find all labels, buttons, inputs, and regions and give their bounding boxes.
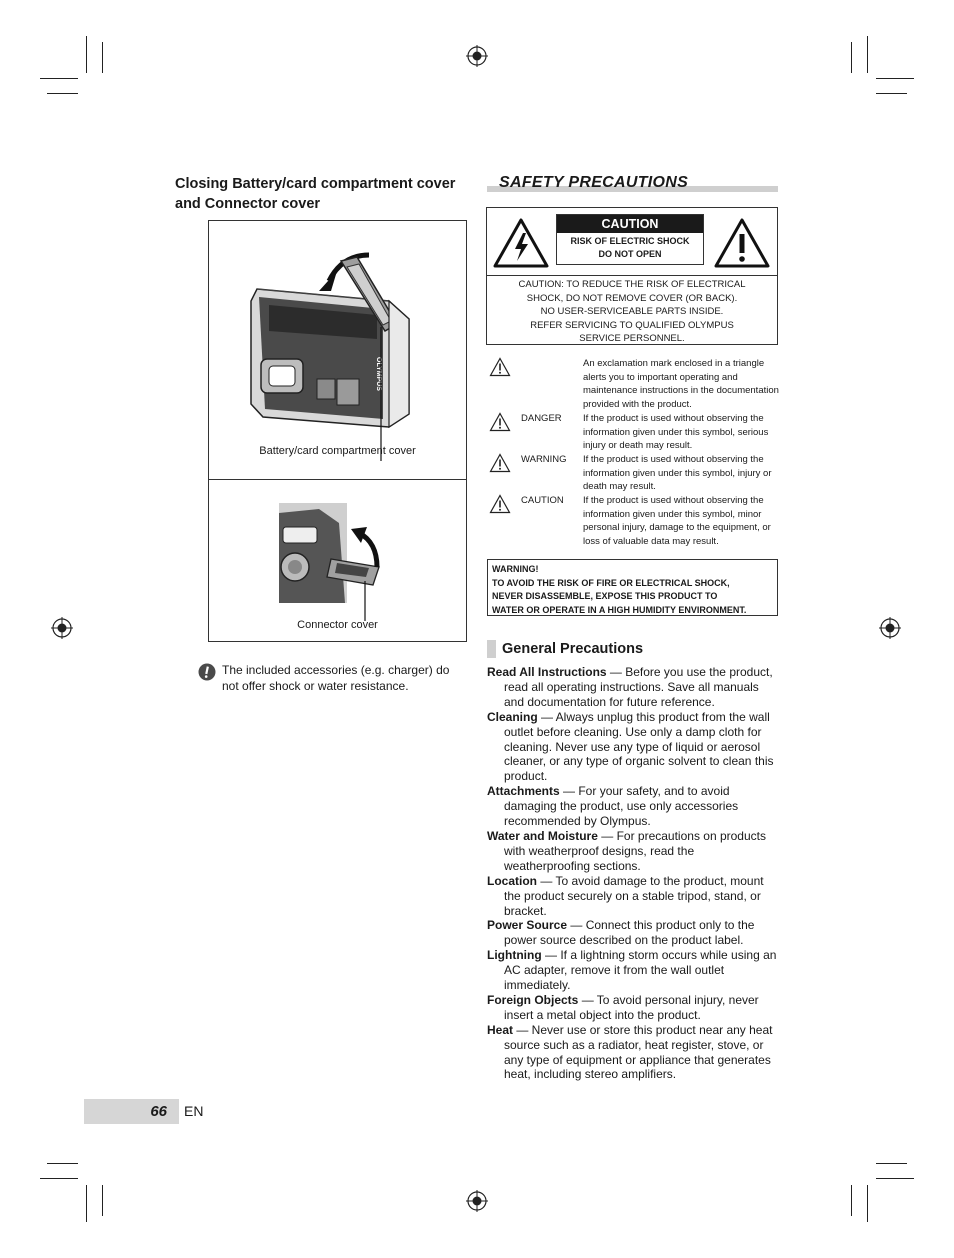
camera-figure xyxy=(208,220,467,642)
note-text: The included accessories (e.g. charger) do not offer shock or water resistance. xyxy=(222,663,450,693)
electric-shock-warning-icon xyxy=(492,217,550,269)
list-item: Read All Instructions — Before you use the product, read all operating instructions. Save all manuals and documentation for future reference. xyxy=(487,665,773,709)
caution-text: CAUTION: TO REDUCE THE RISK OF ELECTRICAL SHOCK, DO NOT REMOVE COVER (OR BACK). NO USER-SERVICEABLE PARTS INSIDE. REFER SERVICING TO QUALIFIED OLYMPUS SERVICE PERSONNEL. xyxy=(518,279,746,344)
caution-box xyxy=(486,207,778,345)
brand-label: OLYMPUS xyxy=(375,357,382,391)
registration-mark-icon xyxy=(466,1190,488,1212)
page-footer xyxy=(84,1099,294,1124)
list-item: Foreign Objects — To avoid personal injury, never insert a metal object into the product. xyxy=(487,992,759,1022)
general-precautions-list xyxy=(487,665,778,1082)
general-precautions-heading: General Precautions xyxy=(487,640,778,658)
registration-mark-icon xyxy=(466,45,488,67)
warning-triangle-icon xyxy=(489,453,511,473)
registration-mark-icon xyxy=(879,617,901,639)
warning-triangle-icon xyxy=(489,494,511,514)
list-item: Attachments — For your safety, and to avoid damaging the product, use only accessories recommended by Olympus. xyxy=(487,784,739,829)
list-item: Cleaning — Always unplug this product from the wall outlet before cleaning. Use only a damp cloth for cleaning. Never use any type of liquid or aerosol cleaner, or any type of organic solvent to clean this product. xyxy=(487,709,774,784)
list-item: Water and Moisture — For precautions on products with weatherproof designs, read the weatherproofing sections. xyxy=(487,828,766,873)
connector-illustration xyxy=(279,503,399,623)
figure-divider xyxy=(209,479,466,480)
list-item: Lightning — If a lightning storm occurs while using an AC adapter, remove it from the wall outlet immediately. xyxy=(487,948,777,993)
caution-note-icon xyxy=(198,663,216,681)
caution-label: CAUTION RISK OF ELECTRIC SHOCK DO NOT OPEN xyxy=(556,214,704,265)
page-title: SAFETY PRECAUTIONS xyxy=(487,174,778,194)
section-heading: Closing Battery/card compartment cover and Connector cover xyxy=(175,176,456,212)
list-item: Location — To avoid damage to the product, mount the product securely on a stable tripod, stand, or bracket. xyxy=(487,873,764,918)
exclamation-warning-icon xyxy=(713,217,771,269)
warning-box: WARNING! TO AVOID THE RISK OF FIRE OR ELECTRICAL SHOCK, NEVER DISASSEMBLE, EXPOSE THIS PRODUCT TO WATER OR OPERATE IN A HIGH HUMIDITY ENVIRONMENT. xyxy=(487,559,778,616)
warning-triangle-icon xyxy=(489,357,511,377)
camera-illustration xyxy=(239,239,439,464)
list-item: Power Source — Connect this product only to the power source described on the product label. xyxy=(487,918,755,948)
page-number: 66 xyxy=(150,1103,167,1120)
warning-triangle-icon xyxy=(489,412,511,432)
registration-mark-icon xyxy=(51,617,73,639)
list-item: Heat — Never use or store this product near any heat source such as a radiator, heat register, stove, or any type of equipment or appliance that generates heat, including stereo amplifiers. xyxy=(487,1022,773,1082)
figure-caption-battery-cover: Battery/card compartment cover xyxy=(259,445,416,457)
figure-caption-connector-cover: Connector cover xyxy=(297,619,378,631)
language-code: EN xyxy=(184,1103,204,1119)
